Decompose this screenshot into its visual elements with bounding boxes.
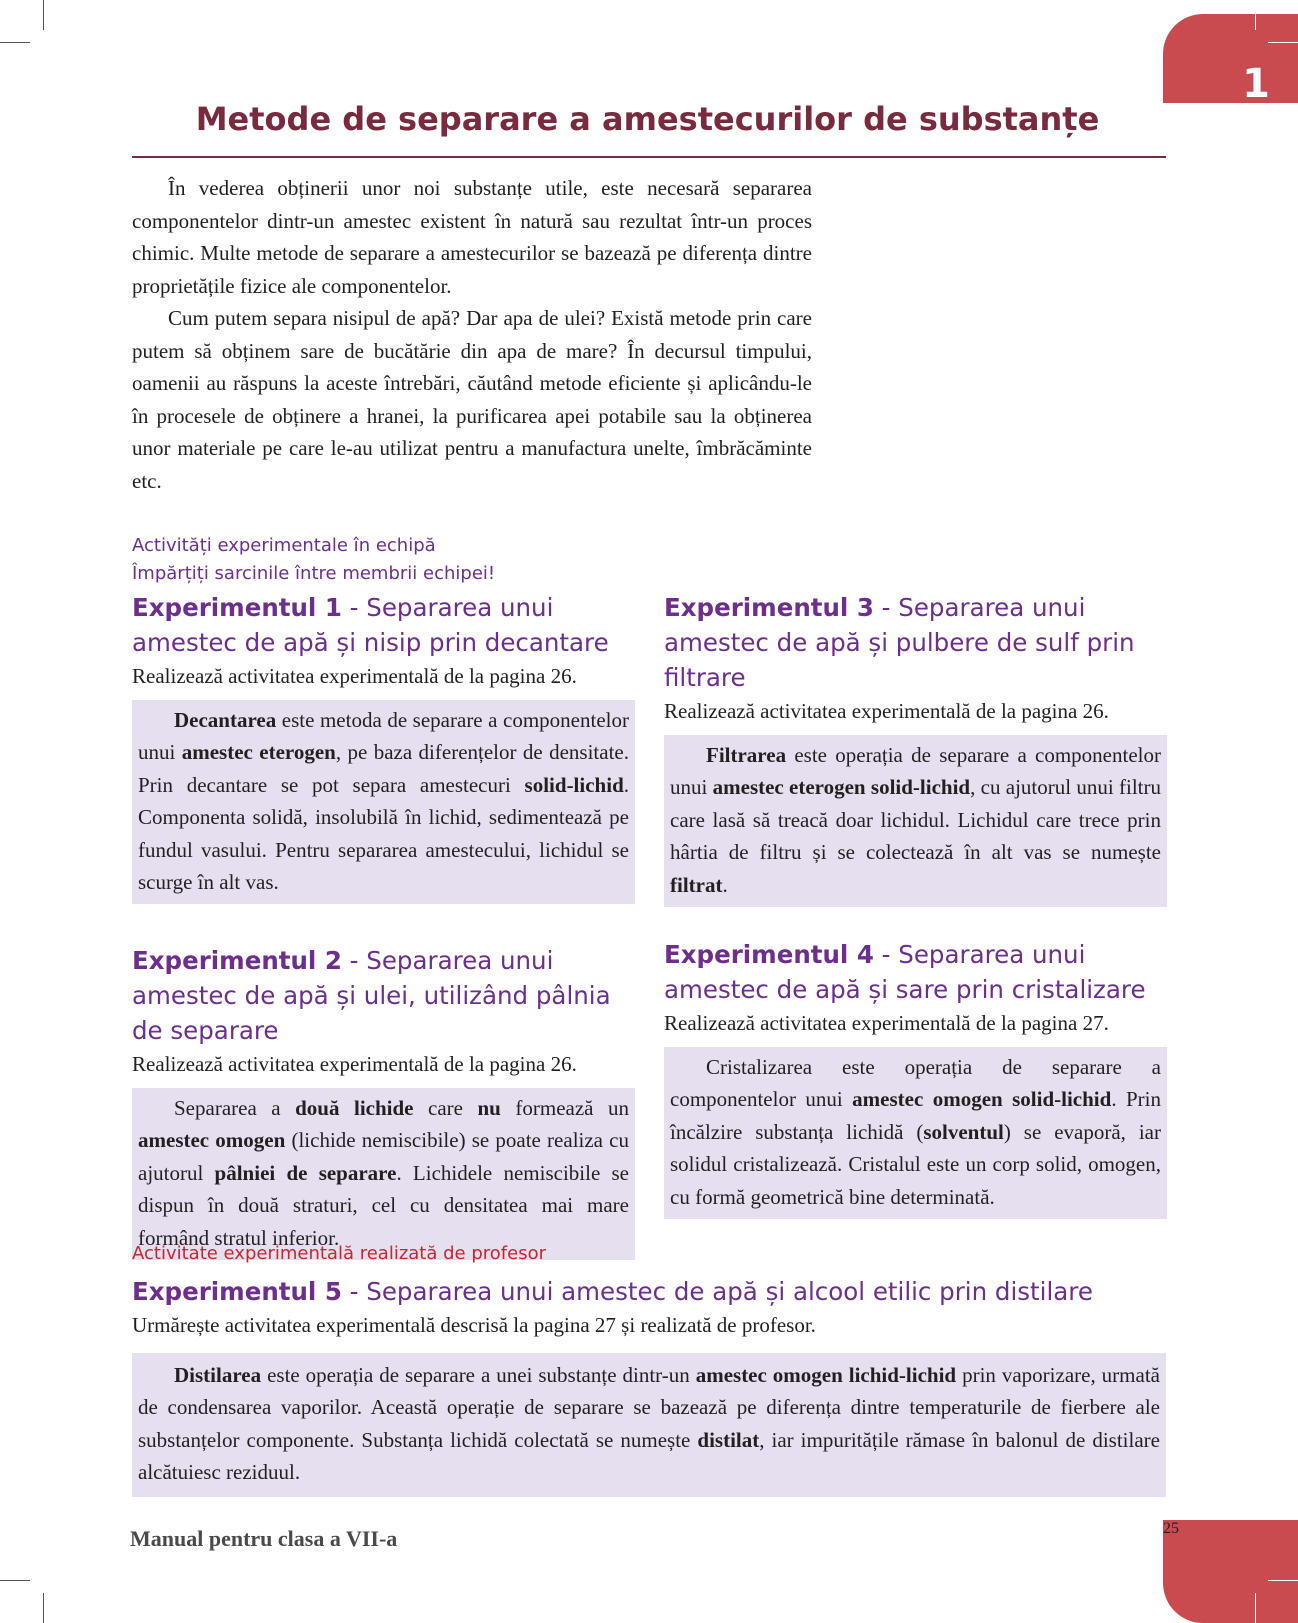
experiment-title: - Separarea unui amestec de apă și sare prin cristalizare: [664, 940, 1146, 1004]
intro-paragraph: Cum putem separa nisipul de apă? Dar apa de ulei? Există metode prin care putem să obținem sare de bucătărie din apa de mare? În decursul timpului, oamenii au răspuns la aceste întrebări, căutând metode eficiente și aplicându-le în procesele de obținere a hranei, la purificarea apei potabile sau la obținerea unor materiale pe care le-au utilizat pentru a manufactura unelte, îmbrăcăminte etc.: [132, 306, 812, 493]
experiment-number: Experimentul 4: [664, 940, 874, 969]
footer-text: Manual pentru clasa a VII-a: [130, 1526, 398, 1551]
definition-box: [132, 1088, 635, 1260]
crop-mark: [1268, 1580, 1298, 1581]
experiment-heading: [132, 943, 635, 1048]
experiment-instruction: Realizează activitatea experimentală de la pagina 27.: [664, 1011, 1109, 1035]
experiment-number: Experimentul 2: [132, 946, 342, 975]
experiment-heading: [132, 1274, 1166, 1309]
definition-box: [664, 1047, 1167, 1219]
experiment-heading: [132, 590, 635, 660]
team-activity-line: Împărțiți sarcinile între membrii echipei!: [132, 563, 496, 584]
experiment-5: [132, 1274, 1166, 1497]
experiment-number: Experimentul 3: [664, 593, 874, 622]
experiment-instruction: Realizează activitatea experimentală de la pagina 26.: [132, 664, 577, 688]
definition-text: Cristalizarea este operația de separare a componentelor unui amestec omogen solid-lichid. Prin încălzire substanța lichidă (solventul) se evaporă, iar solidul cristalizează. Cristalul este un corp solid, omogen, cu formă geometrică bine determinată.: [670, 1055, 1162, 1209]
crop-mark: [1268, 42, 1298, 43]
crop-mark: [1255, 1593, 1256, 1623]
experiment-heading: [664, 590, 1167, 695]
definition-box: [132, 1353, 1166, 1497]
definition-box: [664, 735, 1167, 907]
crop-mark: [43, 0, 44, 30]
crop-mark: [0, 1580, 30, 1581]
experiment-heading: [664, 937, 1167, 1007]
page-number: 25: [1163, 1520, 1179, 1537]
team-activity-line: Activități experimentale în echipă: [132, 535, 436, 556]
definition-box: [132, 700, 635, 904]
definition-text: Distilarea este operația de separare a unei substanțe dintr-un amestec omogen lichid-lichid prin vaporizare, urmată de condensarea vaporilor. Această operație de separare se bazează pe diferența dintre temperaturile de fierbere ale substanțelor componente. Substanța lichidă colectată se numește distilat, iar impuritățile rămase în balonul de distilare alcătuiesc reziduul.: [138, 1363, 1160, 1485]
definition-text: Separarea a două lichide care nu formează un amestec omogen (lichide nemiscibile) se poate realiza cu ajutorul pâlniei de separare. Lichidele nemiscibile se dispun în două straturi, cel cu densitatea mai mare formând stratul inferior.: [138, 1096, 629, 1250]
page-tab: [1163, 1520, 1298, 1623]
definition-text: Filtrarea este operația de separare a componentelor unui amestec eterogen solid-lichid, cu ajutorul unui filtru care lasă să treacă doar lichidul. Lichidul care trece prin hârtia de filtru și se colectează în alt vas se numește filtrat.: [670, 743, 1161, 897]
experiment-3: [664, 590, 1167, 907]
title-divider: [132, 156, 1166, 158]
experiment-instruction: Realizează activitatea experimentală de la pagina 26.: [664, 699, 1109, 723]
experiment-title: - Separarea unui amestec de apă și alcool etilic prin distilare: [341, 1277, 1093, 1306]
intro-paragraph: În vederea obținerii unor noi substanțe utile, este necesară separarea componentelor dintr-un amestec existent în natură sau rezultat într-un proces chimic. Multe metode de separare a amestecurilor se bazează pe diferența dintre proprietățile fizice ale componentelor.: [132, 176, 812, 298]
teacher-activity-note: Activitate experimentală realizată de profesor: [132, 1243, 546, 1264]
experiment-title: - Separarea unui amestec de apă și pulbere de sulf prin filtrare: [664, 593, 1135, 692]
page-title: Metode de separare a amestecurilor de substanțe: [195, 100, 1100, 138]
experiment-number: Experimentul 1: [132, 593, 342, 622]
crop-mark: [0, 42, 30, 43]
experiment-instruction: Urmărește activitatea experimentală descrisă la pagina 27 și realizată de profesor.: [132, 1313, 816, 1337]
experiment-title: - Separarea unui amestec de apă și nisip prin decantare: [132, 593, 609, 657]
crop-mark: [43, 1593, 44, 1623]
chapter-tab: [1163, 14, 1298, 107]
experiment-4: [664, 937, 1167, 1219]
intro-text: [132, 172, 812, 497]
definition-text: Decantarea este metoda de separare a componentelor unui amestec eterogen, pe baza diferențelor de densitate. Prin decantare se pot separa amestecuri solid-lichid. Componenta solidă, insolubilă în lichid, sedimentează pe fundul vasului. Pentru separarea amestecului, lichidul se scurge în alt vas.: [138, 708, 629, 895]
experiment-title: - Separarea unui amestec de apă și ulei, utilizând pâlnia de separare: [132, 946, 611, 1045]
crop-mark: [1255, 0, 1256, 30]
team-activity-note: [132, 532, 495, 588]
experiment-instruction: Realizează activitatea experimentală de la pagina 26.: [132, 1052, 577, 1076]
chapter-number: 1: [1242, 61, 1270, 107]
experiment-1: [132, 590, 635, 904]
experiment-number: Experimentul 5: [132, 1277, 342, 1306]
experiment-2: [132, 943, 635, 1260]
